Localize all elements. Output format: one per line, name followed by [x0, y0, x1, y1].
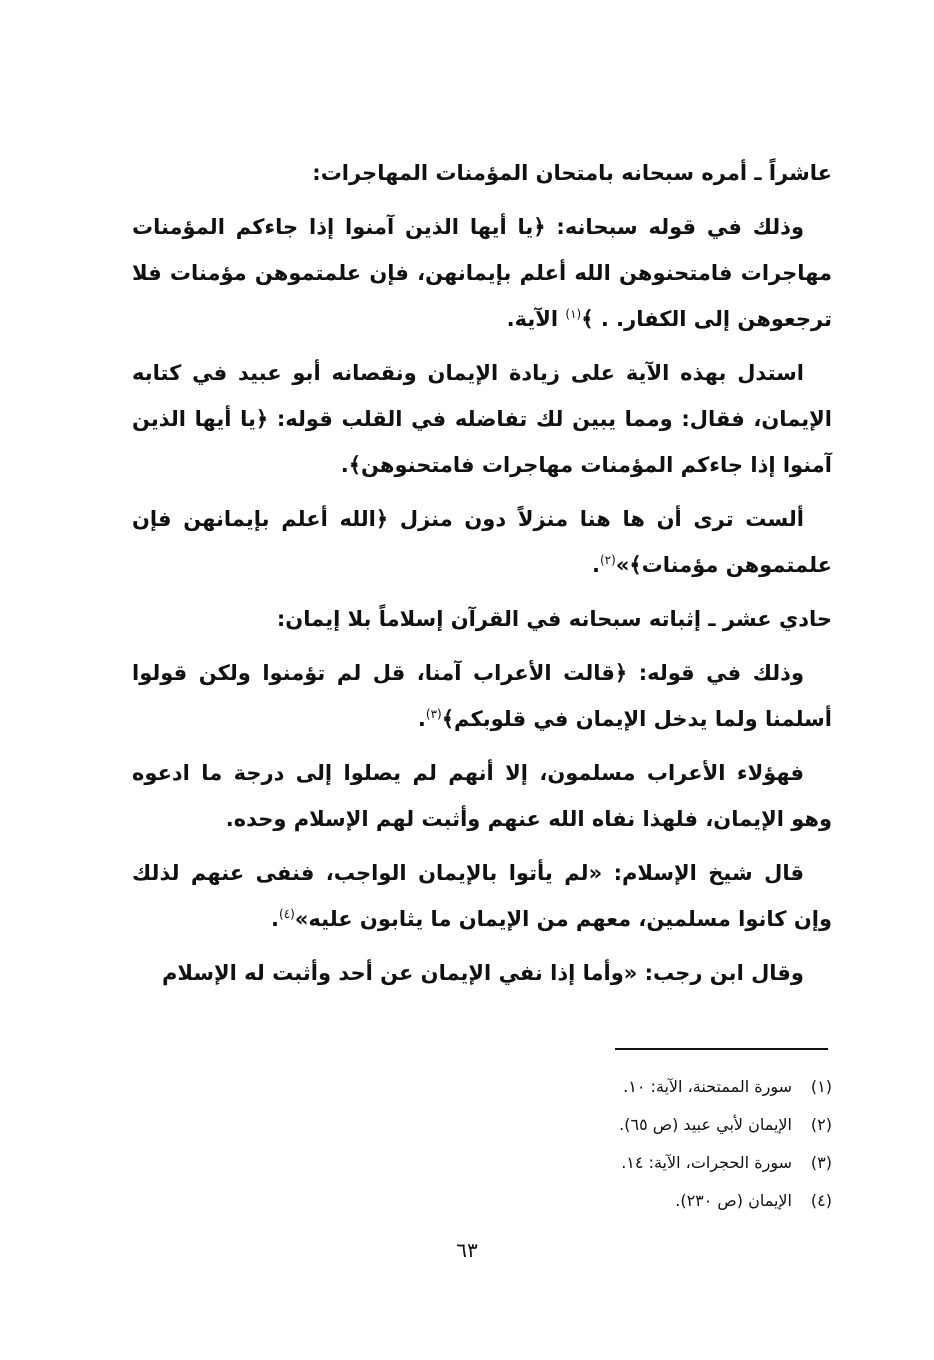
footnote-item	[400, 1144, 832, 1182]
paragraph-text-tail: الآية.	[506, 307, 566, 331]
footnote-number: (٢)	[810, 1115, 832, 1134]
footnote-text: سورة الحجرات، الآية: ١٤.	[621, 1153, 792, 1172]
footnote-reference: (١)	[565, 307, 582, 321]
footnote-reference: (٢)	[599, 553, 616, 567]
footnote-number: (٤)	[810, 1191, 832, 1210]
paragraph-text-tail: .	[271, 907, 279, 931]
footnote-reference: (٤)	[279, 907, 295, 921]
page-number: ٦٣	[456, 1238, 478, 1262]
paragraph-text-tail: .	[417, 707, 426, 731]
footnote-item	[400, 1068, 832, 1106]
footnote-divider	[615, 1048, 828, 1050]
section-heading	[132, 150, 832, 196]
paragraph	[132, 350, 832, 488]
footnote-number: (١)	[810, 1077, 832, 1096]
paragraph	[132, 950, 832, 996]
paragraph-text: قال شيخ الإسلام: «لم يأتوا بالإيمان الواجب، فنفى عنهم لذلك وإن كانوا مسلمين، معهم من الإيمان ما يثابون عليه»	[132, 861, 832, 931]
paragraph	[132, 850, 832, 942]
footnote-number: (٣)	[810, 1153, 832, 1172]
paragraph	[132, 496, 832, 588]
footnote-reference: (٣)	[425, 707, 442, 721]
footnote-text: سورة الممتحنة، الآية: ١٠.	[623, 1077, 792, 1096]
paragraph	[132, 204, 832, 342]
paragraph	[132, 650, 832, 742]
paragraph-text: حادي عشر ـ إثباته سبحانه في القرآن إسلاماً بلا إيمان:	[276, 607, 832, 631]
footnote-item	[400, 1182, 832, 1220]
paragraph-text: وذلك في قوله سبحانه: ﴿يا أيها الذين آمنوا إذا جاءكم المؤمنات مهاجرات فامتحنوهن الله أعلم بإيمانهن، فإن علمتموهن مؤمنات فلا ترجعوهن إلى الكفار. . ﴾	[132, 215, 832, 331]
paragraph-text: فهؤلاء الأعراب مسلمون، إلا أنهم لم يصلوا إلى درجة ما ادعوه وهو الإيمان، فلهذا نفاه الله عنهم وأثبت لهم الإسلام وحده.	[132, 761, 832, 831]
paragraph-text: وذلك في قوله: ﴿قالت الأعراب آمنا، قل لم تؤمنوا ولكن قولوا أسلمنا ولما يدخل الإيمان في قلوبكم﴾	[132, 661, 832, 731]
paragraph-text: استدل بهذه الآية على زيادة الإيمان ونقصانه أبو عبيد في كتابه الإيمان، فقال: ومما يبين لك تفاضله في القلب قوله: ﴿يا أيها الذين آمنوا إذا جاءكم المؤمنات مهاجرات فامتحنوهن﴾.	[132, 361, 832, 477]
paragraph-text: وقال ابن رجب: «وأما إذا نفي الإيمان عن أحد وأثبت له الإسلام	[162, 961, 804, 985]
footnote-item	[400, 1106, 832, 1144]
section-heading	[132, 596, 832, 642]
paragraph-text: عاشراً ـ أمره سبحانه بامتحان المؤمنات المهاجرات:	[312, 161, 832, 185]
paragraph-text: ألست ترى أن ها هنا منزلاً دون منزل ﴿الله أعلم بإيمانهن فإن علمتموهن مؤمنات﴾»	[132, 507, 832, 577]
footnote-text: الإيمان (ص ٢٣٠).	[675, 1191, 792, 1210]
paragraph-text-tail: .	[592, 553, 600, 577]
footnotes	[400, 1068, 832, 1220]
body-text	[132, 150, 832, 1004]
paragraph	[132, 750, 832, 842]
footnote-text: الإيمان لأبي عبيد (ص ٦٥).	[619, 1115, 792, 1134]
